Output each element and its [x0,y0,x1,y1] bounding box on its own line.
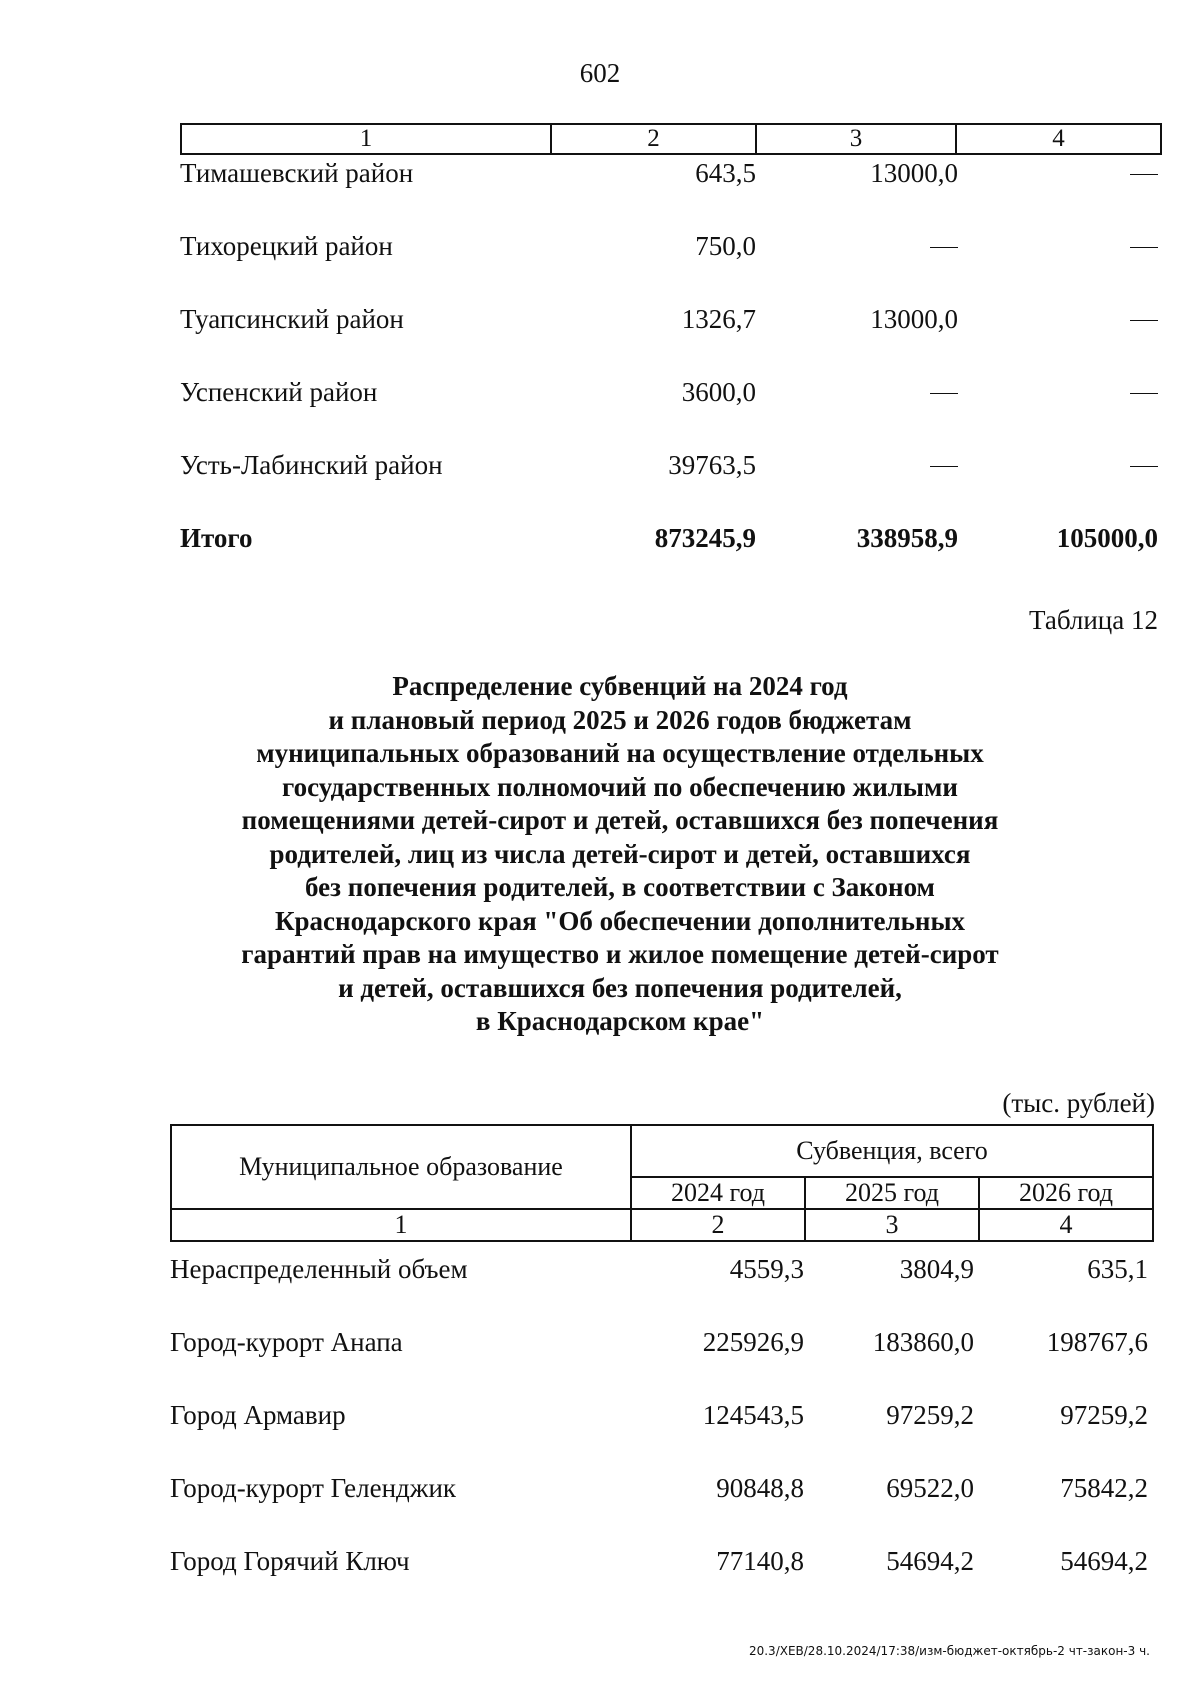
page-number: 602 [579,58,621,88]
total-value: 105000,0 [1056,523,1158,553]
title-line: муниципальных образований на осуществление отдельных [256,738,984,768]
title-line: помещениями детей-сирот и детей, оставшихся без попечения [241,805,999,835]
row-dash [1130,158,1158,189]
year-header: 2025 год [805,1177,979,1209]
table2-row [0,1473,1200,1513]
row-value: 183860,0 [872,1327,974,1357]
row-dash [930,450,958,481]
row-value: 3804,9 [899,1254,974,1284]
row-dash [1130,450,1158,481]
table1-colnum-2: 2 [552,125,757,153]
row-dash [930,377,958,408]
row-name: Усть-Лабинский район [180,450,443,480]
title-line: государственных полномочий по обеспечению жилыми [282,771,958,802]
table2-colnum-1: 1 [171,1209,631,1241]
table1-total-row [0,523,1200,563]
row-value: 54694,2 [1060,1546,1148,1576]
row-dash [1130,231,1158,262]
row-value: 643,5 [695,158,756,188]
table2-colnum-4: 4 [979,1209,1153,1241]
row-value: 69522,0 [886,1473,974,1503]
title-line: гарантий прав на имущество и жилое помещение детей-сирот [241,939,999,969]
table1-row [0,450,1200,490]
row-name: Успенский район [180,377,378,407]
footer-stamp: 20.3/ХЕВ/28.10.2024/17:38/изм-бюджет-октябрь-2 чт-закон-3 ч. [748,1644,1150,1658]
year-header: 2026 год [979,1177,1153,1209]
subvention-header: Субвенция, всего [631,1125,1153,1177]
table-number: Таблица 12 [1029,605,1158,635]
table1-row [0,158,1200,198]
row-value: 3600,0 [681,377,756,407]
table2-row [0,1400,1200,1440]
total-value: 873245,9 [654,523,756,553]
table1-colnum-1: 1 [182,125,552,153]
row-value: 1326,7 [681,304,756,334]
row-value: 77140,8 [716,1546,804,1576]
row-value: 97259,2 [1060,1400,1148,1430]
title-line: Краснодарского края "Об обеспечении дополнительных [274,905,966,936]
table1-colnum-4: 4 [1052,125,1065,152]
municipality-header: Муниципальное образование [171,1125,631,1209]
row-dash [930,231,958,262]
row-name: Тимашевский район [180,158,414,188]
row-value: 39763,5 [668,450,756,480]
row-name: Город-курорт Геленджик [170,1473,457,1503]
table1-row [0,377,1200,417]
title-line: и детей, оставшихся без попечения родителей, [338,972,902,1003]
table-title [230,670,1010,1039]
title-line: родителей, лиц из числа детей-сирот и детей, оставшихся [269,838,971,869]
year-header: 2024 год [631,1177,805,1209]
table2-header [170,1124,1154,1242]
row-value: 97259,2 [886,1400,974,1430]
row-value: 54694,2 [886,1546,974,1576]
row-value: 635,1 [1087,1254,1148,1284]
row-value: 225926,9 [702,1327,804,1357]
title-line: Распределение субвенций на 2024 год [392,671,848,701]
row-value: 13000,0 [870,304,958,334]
title-line: без попечения родителей, в соответствии с Законом [305,872,935,902]
row-value: 198767,6 [1046,1327,1148,1357]
row-value: 750,0 [695,231,756,261]
table1-row [0,304,1200,344]
row-value: 90848,8 [716,1473,804,1503]
row-dash [1130,304,1158,335]
table1-colnum-3: 3 [757,125,957,153]
row-dash [1130,377,1158,408]
row-name: Город-курорт Анапа [170,1327,403,1357]
row-value: 4559,3 [729,1254,804,1284]
table1-column-numbers [180,123,1162,155]
row-value: 75842,2 [1060,1473,1148,1503]
row-name: Город Горячий Ключ [170,1546,410,1576]
table2-colnum-3: 3 [805,1209,979,1241]
total-value: 338958,9 [856,523,958,553]
title-line: и плановый период 2025 и 2026 годов бюджетам [328,704,912,735]
row-name: Нераспределенный объем [170,1254,468,1284]
row-name: Туапсинский район [180,304,404,334]
table2-row [0,1546,1200,1586]
title-line: в Краснодарском крае" [475,1006,765,1036]
table1-row [0,231,1200,271]
unit-label: (тыс. рублей) [1002,1088,1155,1118]
table2-colnum-2: 2 [631,1209,805,1241]
row-name: Город Армавир [170,1400,346,1430]
row-name: Тихорецкий район [180,231,393,261]
row-value: 13000,0 [870,158,958,188]
row-value: 124543,5 [702,1400,804,1430]
total-label: Итого [180,523,253,553]
table2-row [0,1327,1200,1367]
table2-row [0,1254,1200,1294]
